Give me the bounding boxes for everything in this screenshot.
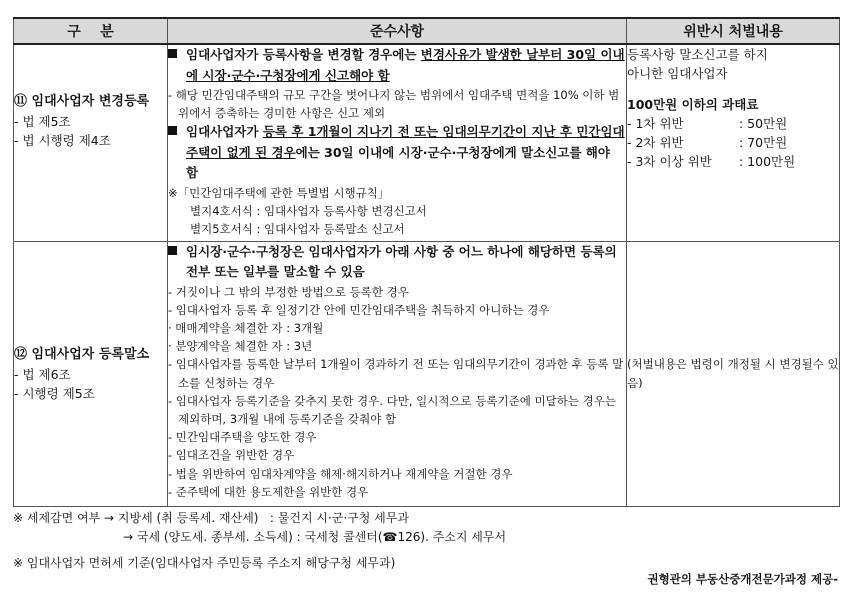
category-cell [14, 44, 168, 241]
rule-sub-item: · 매매계약을 체결한 자 : 3개월 [168, 320, 324, 335]
penalty-item: - 1차 위반 : 50만원 [627, 116, 788, 131]
footer-note: ※ 임대사업자 면허세 기준(임대사업자 주민등록 주소지 해당구청 세무과) [13, 556, 396, 570]
law-reference: - 법 제6조 [14, 367, 71, 382]
rule-sub-item: - 임대조건을 위반한 경우 [168, 448, 295, 463]
category-cell [14, 241, 168, 506]
rule-bullet: 임대사업자가 등록 후 1개월이 지나기 전 또는 임대의무기간이 지난 후 민간임대주택이 없게 된 경우에는 30일 이내에 시장·군수·구청장에게 말소신고를 해야 함 [168, 122, 626, 184]
requirements-cell [168, 241, 627, 506]
law-reference: - 시행령 제5조 [14, 386, 95, 401]
note-title: ※「민간임대주택에 관한 특별법 시행규칙」 [168, 185, 390, 200]
penalty-cell [627, 241, 840, 506]
table-header-row [14, 18, 840, 44]
penalty-note: (처벌내용은 법령이 개정될 시 변경될수 있음) [627, 356, 839, 390]
rule-sub-item: - 해당 민간임대주택의 규모 구간을 벗어나지 않는 범위에서 임대주택 면적을 10% 이하 범위에서 증축하는 경미한 사항은 신고 제외 [168, 88, 620, 121]
square-bullet-icon [168, 246, 177, 255]
rule-sub-item: · 분양계약을 체결한 자 : 3년 [168, 339, 313, 354]
credit-text: 권형관의 부동산중개전문가과정 제공- [647, 572, 838, 586]
header-requirements: 준수사항 [168, 18, 627, 44]
rule-sub-item: - 임대사업자 등록 후 일정기간 안에 민간임대주택을 취득하지 아니하는 경우 [168, 302, 550, 317]
table-row [14, 44, 840, 241]
law-reference: - 법 시행령 제4조 [14, 133, 111, 148]
category-title: ⑫ 임대사업자 등록말소 [14, 347, 150, 362]
penalty-text: 등록사항 말소신고를 하지 [627, 47, 768, 62]
header-category: 구 분 [14, 18, 168, 44]
footer-notes [13, 509, 506, 573]
table-row [14, 241, 840, 506]
note-item: 별지4호서식 : 임대사업자 등록사항 변경신고서 [190, 204, 427, 219]
note-item: 별지5호서식 : 임대사업자 등록말소 신고서 [190, 222, 405, 237]
penalty-item: - 3차 이상 위반 : 100만원 [627, 154, 796, 169]
rule-sub-item: - 준주택에 대한 용도제한을 위반한 경우 [168, 484, 369, 499]
penalty-text: 아니한 임대사업자 [627, 66, 728, 81]
rule-sub-item: - 임대사업자 등록기준을 갖추지 못한 경우. 다만, 일시적으로 등록기준에 미달하는 경우는 제외하며, 3개월 내에 등록기준을 갖춰야 함 [168, 393, 616, 426]
requirements-cell [168, 44, 627, 241]
rule-bullet: 임대사업자가 등록사항을 변경할 경우에는 변경사유가 발생한 날부터 30일 이내에 시장·군수·구청장에게 신고해야 함 [168, 45, 626, 86]
footer-note: → 국세 (양도세. 종부세. 소득세) : 국세청 콜센터(☎126). 주소지 세무서 [123, 530, 507, 544]
rule-sub-item: - 법을 위반하여 임대차계약을 해제·해지하거나 재계약을 거절한 경우 [168, 466, 513, 481]
footer-note: ※ 세제감면 여부 → 지방세 (취 등록세. 재산세) : 물건지 시·군·구청 세무과 [13, 511, 409, 525]
penalty-item: - 2차 위반 : 70만원 [627, 135, 788, 150]
law-reference: - 법 제5조 [14, 114, 71, 129]
compliance-table [13, 17, 840, 507]
header-penalty: 위반시 처벌내용 [627, 18, 840, 44]
rule-sub-item: - 임대사업자를 등록한 날부터 1개월이 경과하기 전 또는 임대의무기간이 경과한 후 등록 말소를 신청하는 경우 [168, 357, 624, 390]
square-bullet-icon [168, 49, 177, 58]
rule-sub-item: - 거짓이나 그 밖의 부정한 방법으로 등록한 경우 [168, 284, 409, 299]
rule-bullet: 임시장·군수·구청장은 임대사업자가 아래 사항 중 어느 하나에 해당하면 등록의 전부 또는 일부를 말소할 수 있음 [168, 242, 626, 283]
category-title: ⑪ 임대사업자 변경등록 [14, 94, 150, 109]
penalty-fine: 100만원 이하의 과태료 [627, 97, 759, 112]
square-bullet-icon [168, 126, 177, 135]
penalty-cell [627, 44, 840, 241]
rule-sub-item: - 민간임대주택을 양도한 경우 [168, 430, 317, 445]
